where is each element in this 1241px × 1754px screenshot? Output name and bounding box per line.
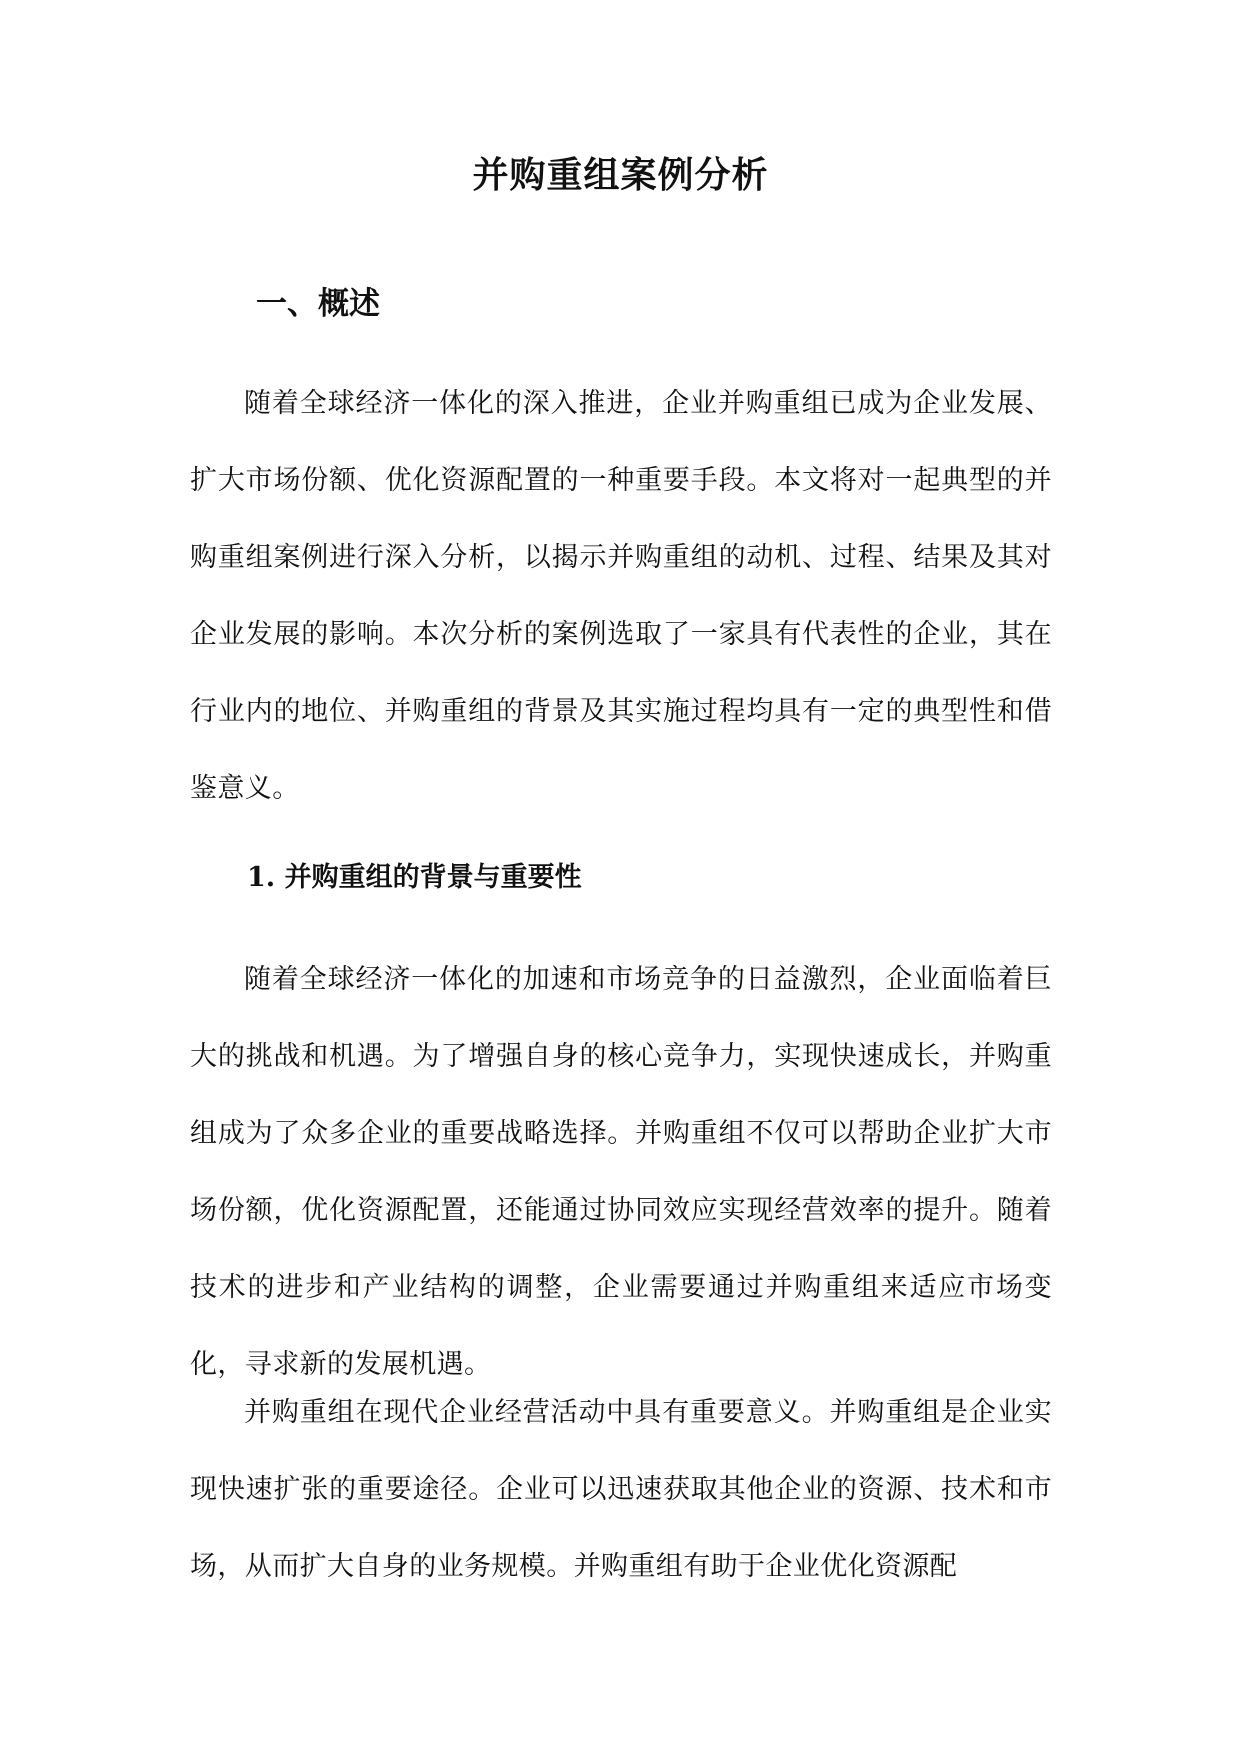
subsection-heading-background: 1. 并购重组的背景与重要性 (247, 862, 582, 893)
background-paragraph-2: 并购重组在现代企业经营活动中具有重要意义。并购重组是企业实现快速扩张的重要途径。企业可以迅速获取其他企业的资源、技术和市场，从而扩大自身的业务规模。并购重组有助于企业优化资源配 (190, 1397, 1052, 1582)
section-heading-overview: 一、概述 (256, 286, 380, 322)
overview-paragraph: 随着全球经济一体化的深入推进，企业并购重组已成为企业发展、扩大市场份额、优化资源配置的一种重要手段。本文将对一起典型的并购重组案例进行深入分析，以揭示并购重组的动机、过程、结果及其对企业发展的影响。本次分析的案例选取了一家具有代表性的企业，其在行业内的地位、并购重组的背景及其实施过程均具有一定的典型性和借鉴意义。 (190, 388, 1052, 804)
document-title: 并购重组案例分析 (472, 154, 769, 196)
background-paragraph-1: 随着全球经济一体化的加速和市场竞争的日益激烈，企业面临着巨大的挑战和机遇。为了增强自身的核心竞争力，实现快速成长，并购重组成为了众多企业的重要战略选择。并购重组不仅可以帮助企业扩大市场份额，优化资源配置，还能通过协同效应实现经营效率的提升。随着技术的进步和产业结构的调整，企业需要通过并购重组来适应市场变化，寻求新的发展机遇。 (190, 964, 1052, 1380)
